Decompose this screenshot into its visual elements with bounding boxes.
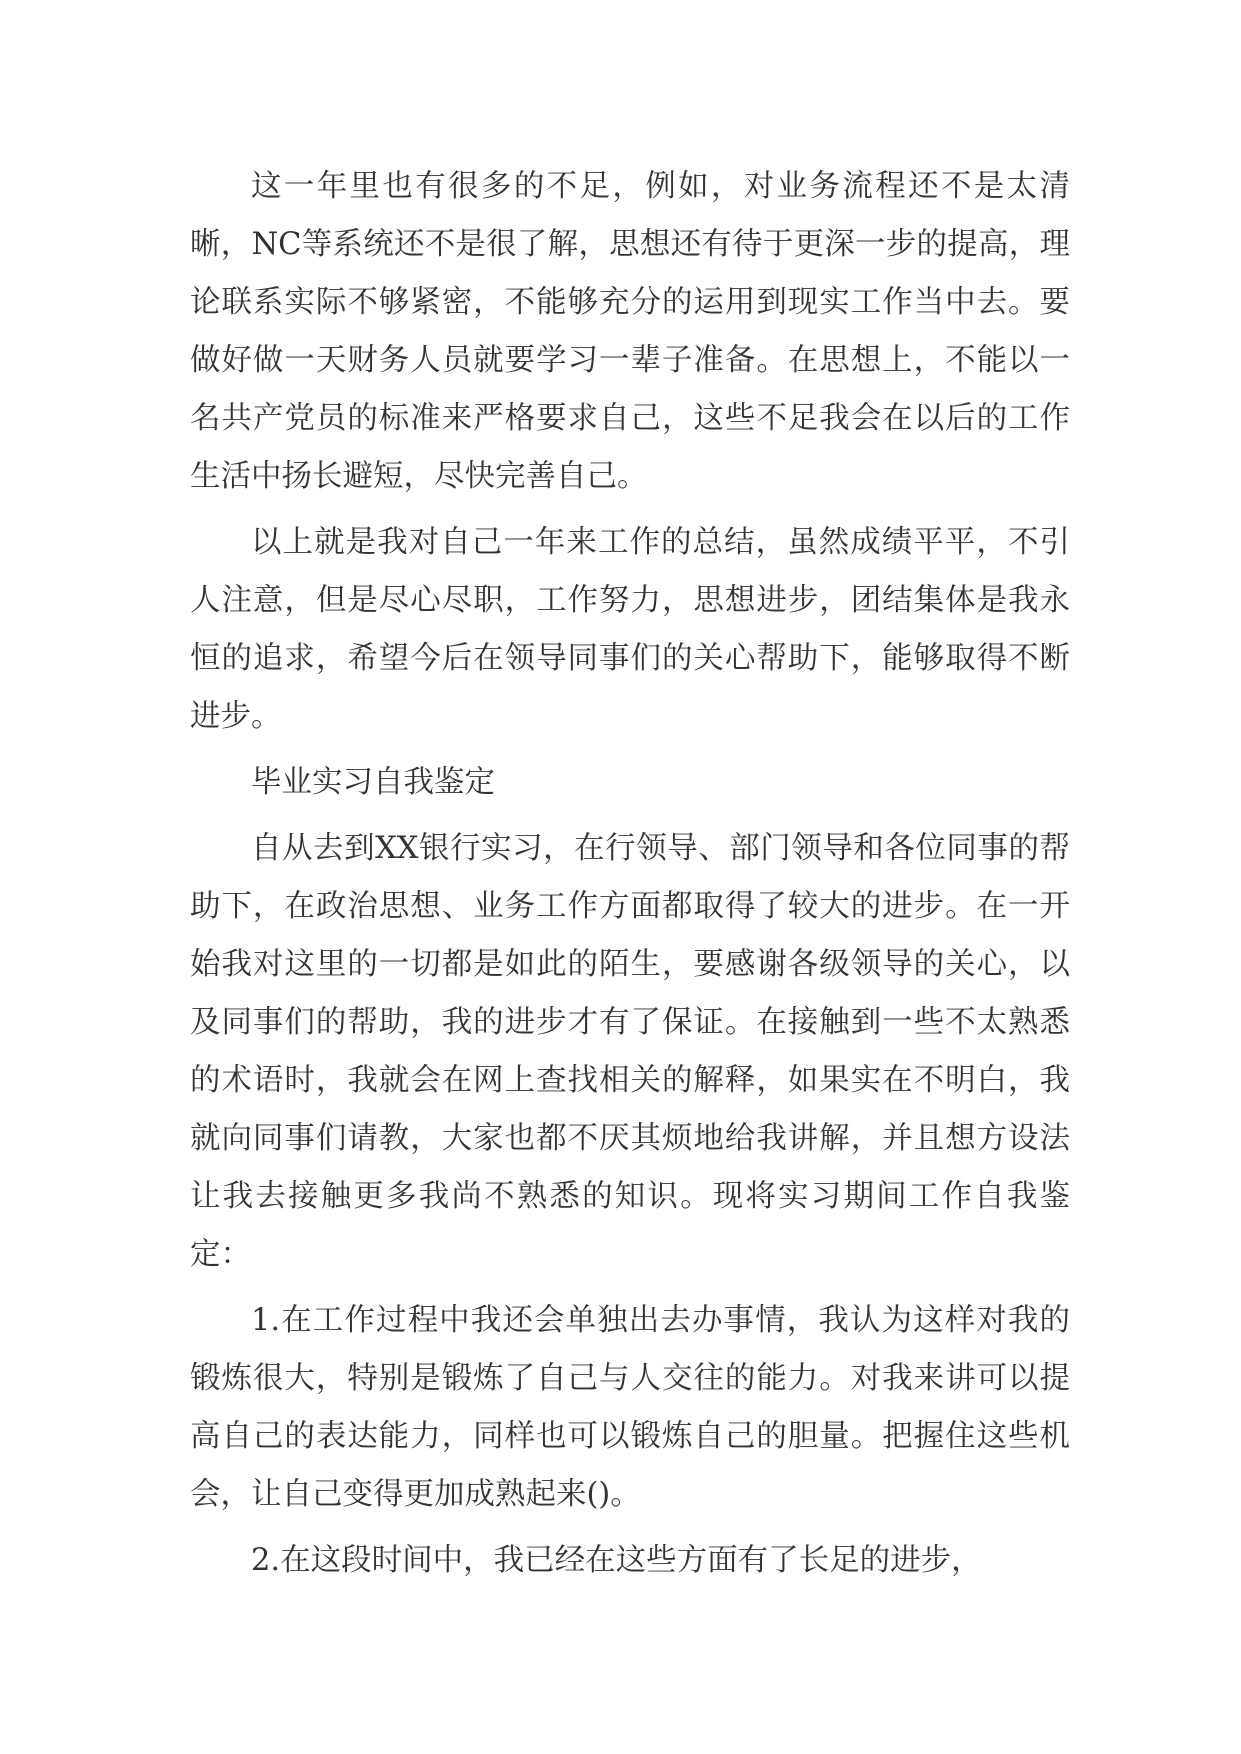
document-body <box>190 158 1070 1590</box>
section-heading: 毕业实习自我鉴定 <box>251 765 495 800</box>
paragraph-shortcomings: 这一年里也有很多的不足，例如，对业务流程还不是太清晰，NC等系统还不是很了解，思想还有待于更深一步的提高，理论联系实际不够紧密，不能够充分的运用到现实工作当中去。要做好做一天财务人员就要学习一辈子准备。在思想上，不能以一名共产党员的标准来严格要求自己，这些不足我会在以后的工作生活中扬长避短，尽快完善自己。 <box>190 169 1070 494</box>
paragraph-item-1: 1.在工作过程中我还会单独出去办事情，我认为这样对我的锻炼很大，特别是锻炼了自己与人交往的能力。对我来讲可以提高自己的表达能力，同样也可以锻炼自己的胆量。把握住这些机会，让自己变得更加成熟起来()。 <box>190 1303 1070 1512</box>
paragraph-summary: 以上就是我对自己一年来工作的总结，虽然成绩平平，不引人注意，但是尽心尽职，工作努力，思想进步，团结集体是我永恒的追求，希望今后在领导同事们的关心帮助下，能够取得不断进步。 <box>190 525 1070 734</box>
paragraph-item-2: 2.在这段时间中，我已经在这些方面有了长足的进步， <box>251 1543 982 1578</box>
paragraph-internship-intro: 自从去到XX银行实习，在行领导、部门领导和各位同事的帮助下，在政治思想、业务工作方面都取得了较大的进步。在一开始我对这里的一切都是如此的陌生，要感谢各级领导的关心，以及同事们的帮助，我的进步才有了保证。在接触到一些不太熟悉的术语时，我就会在网上查找相关的解释，如果实在不明白，我就向同事们请教，大家也都不厌其烦地给我讲解，并且想方设法让我去接触更多我尚不熟悉的知识。现将实习期间工作自我鉴定： <box>190 831 1070 1272</box>
